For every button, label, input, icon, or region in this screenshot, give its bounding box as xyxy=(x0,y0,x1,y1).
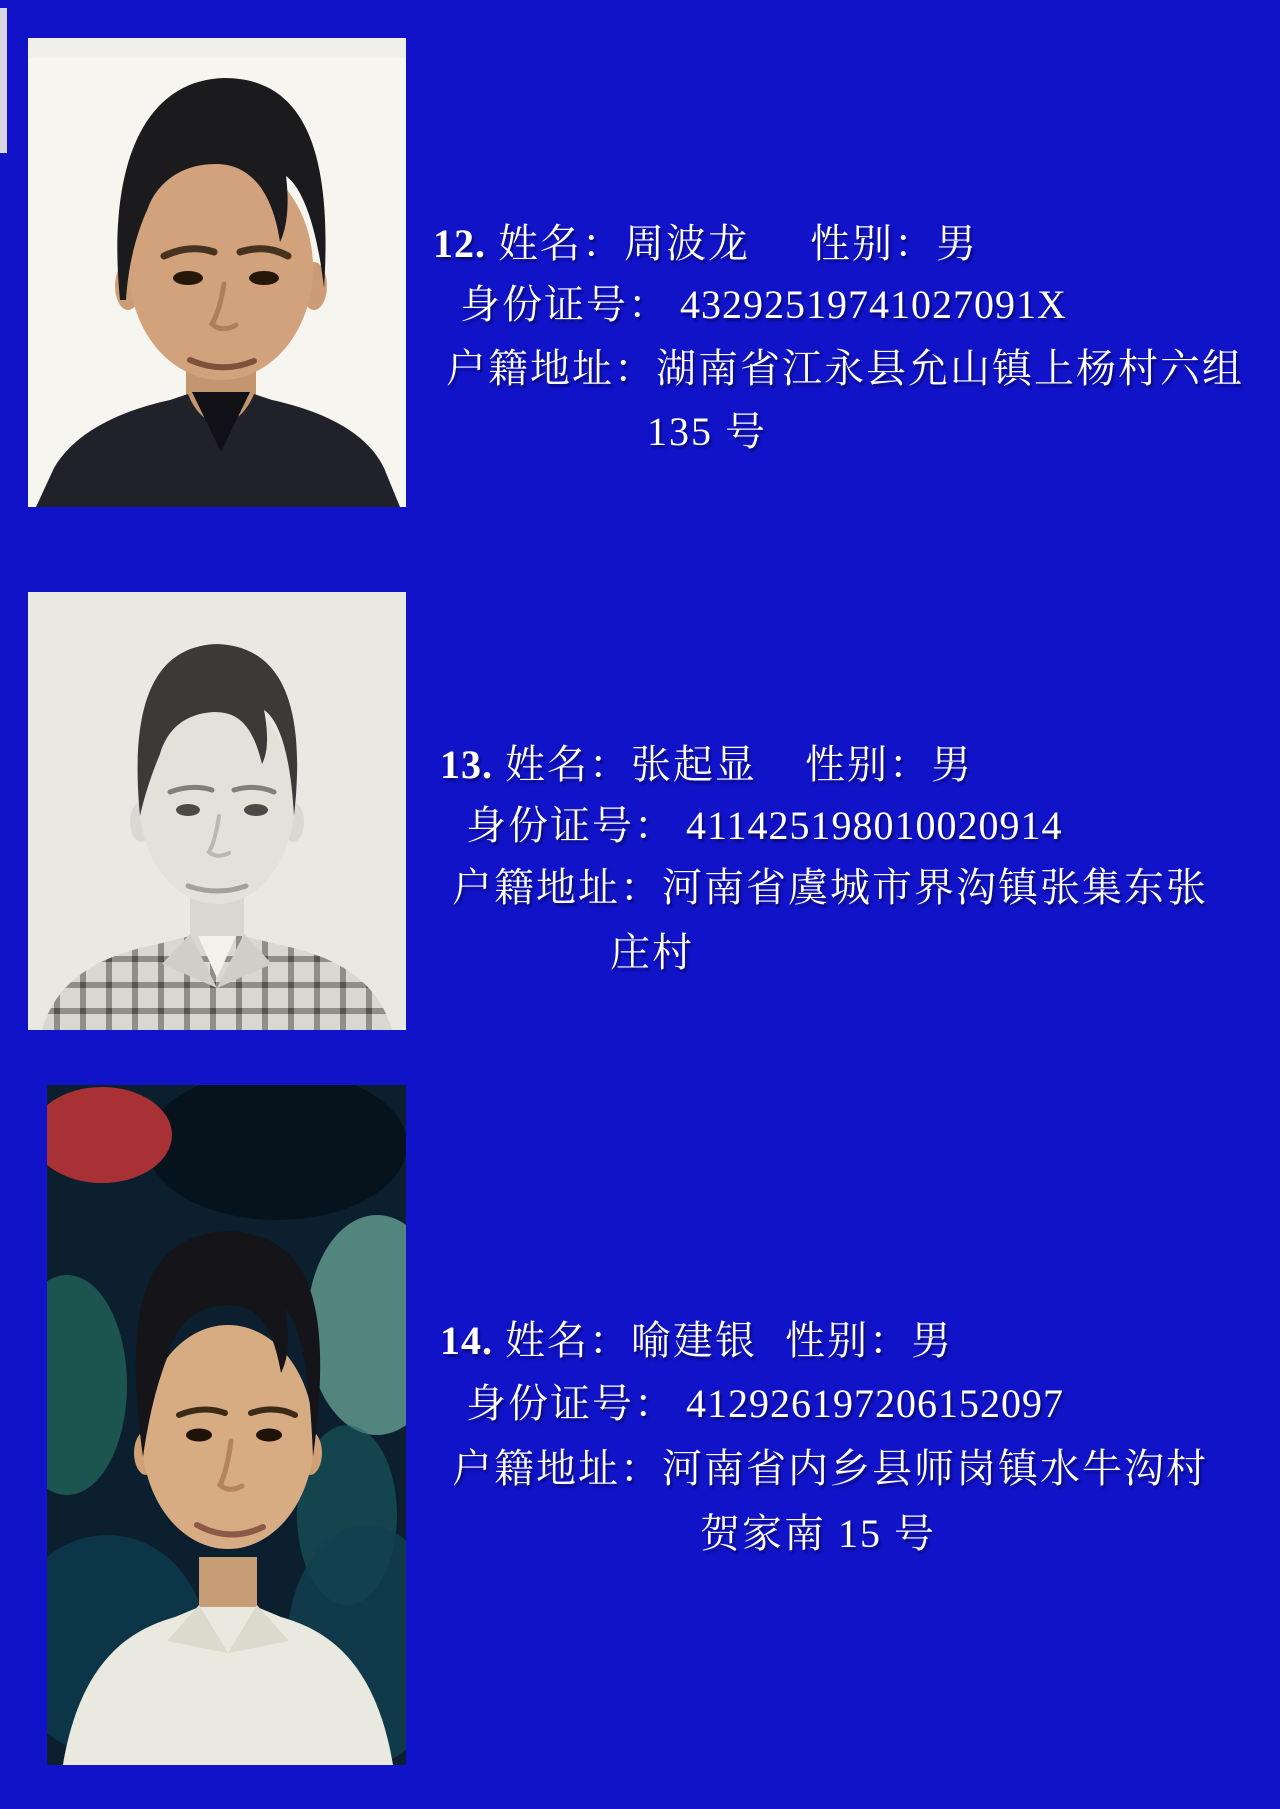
address-value-2: 庄村 xyxy=(610,930,694,975)
entry-13-address-line1 xyxy=(452,866,1208,910)
entry-13-id-line xyxy=(466,804,1063,848)
name-label: 姓名： xyxy=(505,1318,631,1363)
id-value: 411425198010020914 xyxy=(686,803,1063,848)
entry-14-name-line xyxy=(440,1319,953,1363)
id-value: 412926197206152097 xyxy=(686,1381,1064,1426)
entry-12-address-line2 xyxy=(647,410,767,454)
portrait-photo-icon xyxy=(47,1085,406,1765)
entry-number: 12. xyxy=(433,221,486,266)
name-value: 周波龙 xyxy=(624,221,750,266)
entry-14-id-line xyxy=(466,1382,1064,1426)
portrait-photo-icon xyxy=(28,38,406,507)
entry-12-name-line xyxy=(433,222,978,266)
entry-14-address-line1 xyxy=(452,1447,1208,1491)
entry-number: 13. xyxy=(440,742,493,787)
gender-label: 性别： xyxy=(785,1318,911,1363)
address-value-1: 湖南省江永县允山镇上杨村六组 xyxy=(656,346,1244,391)
suspect-photo-12 xyxy=(28,38,406,507)
gender-value: 男 xyxy=(911,1318,953,1363)
id-label: 身份证号： xyxy=(466,803,676,848)
id-label: 身份证号： xyxy=(466,1381,676,1426)
name-value: 喻建银 xyxy=(631,1318,757,1363)
gender-value: 男 xyxy=(931,742,973,787)
name-label: 姓名： xyxy=(498,221,624,266)
address-label: 户籍地址： xyxy=(446,346,656,391)
address-label: 户籍地址： xyxy=(452,1446,662,1491)
address-value-1: 河南省虞城市界沟镇张集东张 xyxy=(662,865,1208,910)
entry-13-name-line xyxy=(440,743,973,787)
address-label: 户籍地址： xyxy=(452,865,662,910)
address-value-1: 河南省内乡县师岗镇水牛沟村 xyxy=(662,1446,1208,1491)
suspect-photo-14 xyxy=(47,1085,406,1765)
gender-label: 性别： xyxy=(805,742,931,787)
scan-edge-artifact xyxy=(0,8,7,153)
entry-13-address-line2 xyxy=(610,931,694,975)
portrait-photo-icon xyxy=(28,592,406,1030)
entry-12-address-line1 xyxy=(446,347,1244,391)
name-label: 姓名： xyxy=(505,742,631,787)
address-value-2: 贺家南 15 号 xyxy=(700,1511,936,1556)
address-value-2: 135 号 xyxy=(647,409,767,454)
id-value: 43292519741027091X xyxy=(680,282,1067,327)
suspect-photo-13 xyxy=(28,592,406,1030)
name-value: 张起显 xyxy=(631,742,757,787)
gender-label: 性别： xyxy=(810,221,936,266)
entry-number: 14. xyxy=(440,1318,493,1363)
id-label: 身份证号： xyxy=(460,282,670,327)
gender-value: 男 xyxy=(936,221,978,266)
entry-14-address-line2 xyxy=(700,1512,936,1556)
entry-12-id-line xyxy=(460,283,1067,327)
